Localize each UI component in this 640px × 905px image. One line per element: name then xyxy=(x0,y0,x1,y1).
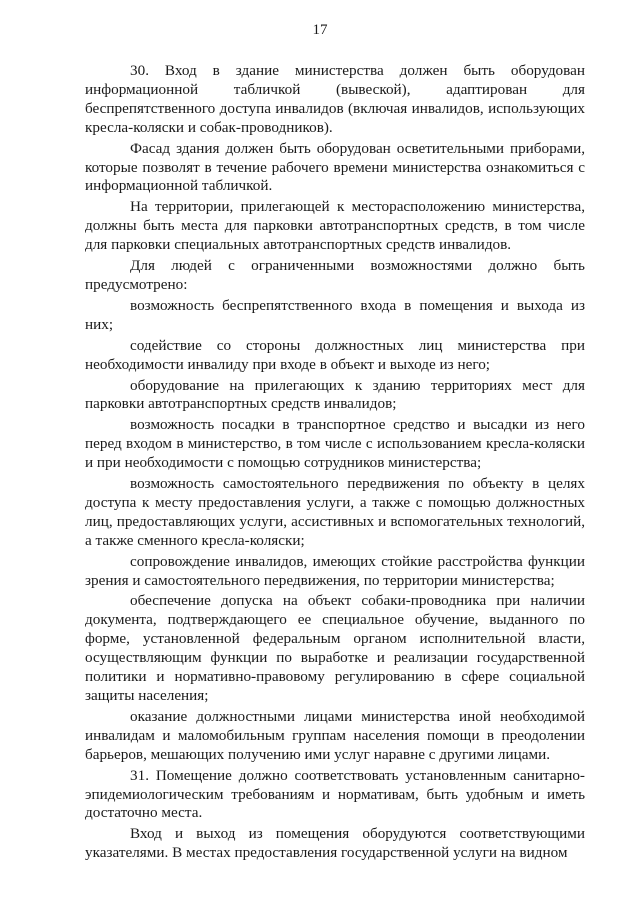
list-item-vehicle-boarding: возможность посадки в транспортное средство и высадки из него перед входом в министерство, в том числе с использованием кресла-коляски и при необходимости с помощью сотрудников министерства; xyxy=(85,416,585,472)
list-item-other-assistance: оказание должностными лицами министерства иной необходимой инвалидам и маломобильным группам населения помощи в преодолении барьеров, мешающих получению ими услуг наравне с другими лицами. xyxy=(85,707,585,763)
list-item-guide-dog: обеспечение допуска на объект собаки-проводника при наличии документа, подтверждающего ее специальное обучение, выданного по форме, установленной федеральным органом исполнительной власти, осуществляющим функции по выработке и реализации государственной политики и нормативно-правовому регулированию в сфере социальной защиты населения; xyxy=(85,592,585,704)
paragraph-accessibility-intro: Для людей с ограниченными возможностями должно быть предусмотрено: xyxy=(85,257,585,293)
document-body xyxy=(85,62,585,863)
list-item-escort: сопровождение инвалидов, имеющих стойкие расстройства функции зрения и самостоятельного передвижения, по территории министерства; xyxy=(85,552,585,589)
list-item-parking-spaces: оборудование на прилегающих к зданию территориях мест для парковки автотранспортных средств инвалидов; xyxy=(85,376,585,413)
paragraph-item-31-premises: 31. Помещение должно соответствовать установленным санитарно-эпидемиологическим требованиям и нормативам, быть удобным и иметь достаточно места. xyxy=(85,766,585,822)
paragraph-item-30-entrance: 30. Вход в здание министерства должен быть оборудован информационной табличкой (вывеской), адаптирован для беспрепятственного доступа инвалидов (включая инвалидов, использующих кресла-коляски и собак-проводников). xyxy=(85,62,585,136)
list-item-independent-movement: возможность самостоятельного передвижения по объекту в целях доступа к месту предоставления услуги, а также с помощью должностных лиц, предоставляющих услуги, ассистивных и вспомогательных технологий, а также сменного кресла-коляски; xyxy=(85,475,585,549)
list-item-free-access: возможность беспрепятственного входа в помещения и выхода из них; xyxy=(85,296,585,333)
paragraph-entrance-exit-signs: Вход и выход из помещения оборудуются соответствующими указателями. В местах предоставления государственной услуги на видном xyxy=(85,825,585,862)
page-number: 17 xyxy=(312,22,328,38)
paragraph-parking: На территории, прилегающей к месторасположению министерства, должны быть места для парковки автотранспортных средств, в том числе для парковки специальных автотранспортных средств инвалидов. xyxy=(85,198,585,254)
list-item-staff-assistance: содействие со стороны должностных лиц министерства при необходимости инвалиду при входе в объект и выходе из него; xyxy=(85,336,585,373)
paragraph-facade-lighting: Фасад здания должен быть оборудован осветительными приборами, которые позволят в течение рабочего времени министерства ознакомиться с информационной табличкой. xyxy=(85,139,585,195)
